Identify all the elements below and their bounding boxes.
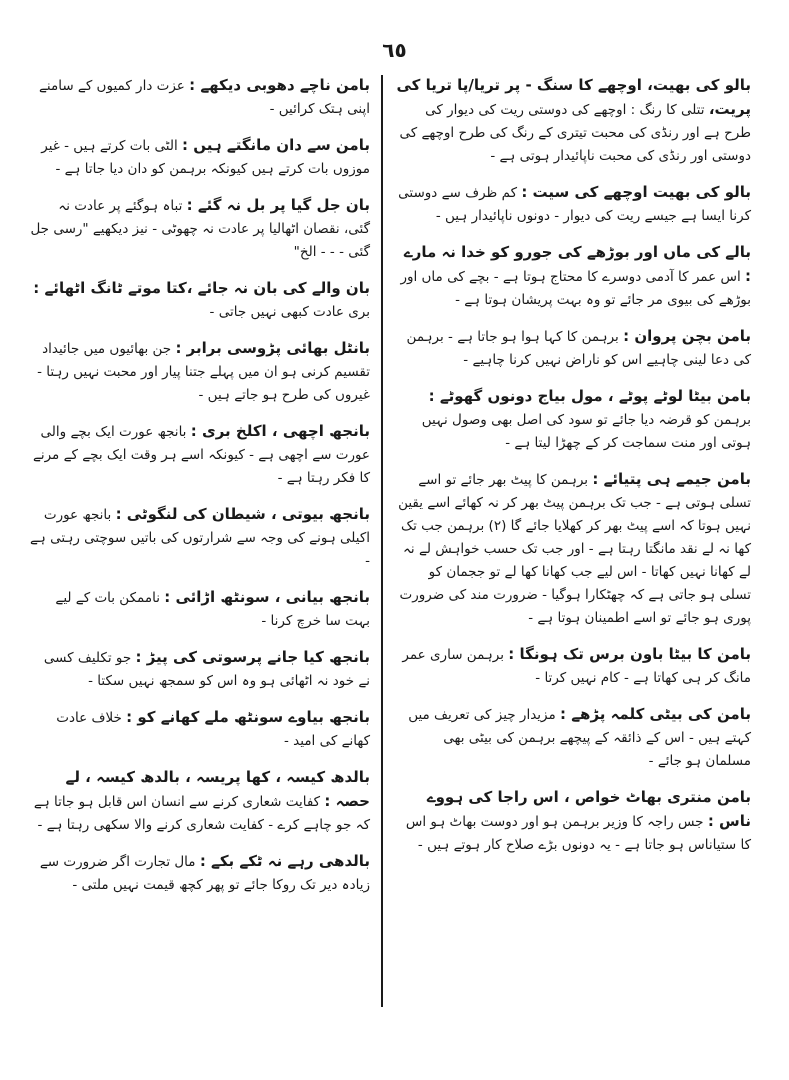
proverb-entry xyxy=(30,277,370,324)
proverb-entry xyxy=(30,420,370,490)
proverb-meaning: برہمن ساری عمر مانگ کر ہی کھاتا ہے - کام نہیں کرتا - xyxy=(402,647,751,686)
proverb-entry xyxy=(395,74,751,168)
page-number: ٦٥ xyxy=(382,38,407,62)
proverb-meaning: بانجھ عورت اکیلی ہونے کی وجہ سے شرارتوں کی باتیں سوچتی رہتی ہے - xyxy=(30,507,370,569)
proverb-heading: بانجھ بیوتی ، شیطان کی لنگوٹی : xyxy=(115,505,370,523)
proverb-entry xyxy=(395,181,751,228)
proverb-meaning: ناممکن بات کے لیے بہت سا خرچ کرنا - xyxy=(55,590,370,629)
proverb-meaning: بانجھ عورت ایک بچے والی عورت سے اچھی ہے - کیونکہ اسے ہر وقت ایک بچے کے مرنے کا فکر رہتا ہے - xyxy=(32,424,370,486)
proverb-heading: بامن جیمے ہی پتیائے : xyxy=(592,470,751,488)
proverb-heading: بالدھ کیسہ ، کھا پریسہ ، بالدھ کیسہ ، لے حصہ : xyxy=(65,768,370,810)
proverb-heading: بامن سے دان مانگتے ہیں : xyxy=(182,136,370,154)
proverb-entry xyxy=(30,337,370,407)
proverb-entry xyxy=(30,646,370,693)
proverb-meaning: جو تکلیف کسی نے خود نہ اٹھائی ہو وہ اس کو سمجھ نہیں سکتا - xyxy=(43,650,370,689)
proverb-meaning: کم ظرف سے دوستی کرنا ایسا ہے جیسے ریت کی دیوار - دونوں ناپائیدار ہیں - xyxy=(398,185,751,224)
proverb-heading: بامن کا بیٹا باون برس تک ہونگا : xyxy=(508,645,751,663)
proverb-meaning: تتلی کا رنگ : اوچھے کی دوستی ریت کی دیوار کی طرح ہے اور رنڈی کی محبت تیتری کے رنگ کی طرح اوچھے کی دوستی اور رنڈی کی محبت ناپائیدار ہوتی ہے - xyxy=(399,102,751,164)
proverb-meaning: عزت دار کمیوں کے سامنے اپنی ہتک کرائیں - xyxy=(39,78,370,117)
proverb-meaning: برہمن کا کہا ہوا ہو جاتا ہے - برہمن کی دعا لینی چاہیے اس کو ناراض نہیں کرنا چاہیے - xyxy=(406,329,751,368)
proverb-heading: بامن بچن پروان : xyxy=(623,327,751,345)
proverb-entry xyxy=(395,241,751,312)
proverb-meaning: بری عادت کبھی نہیں جاتی - xyxy=(209,304,370,320)
left-column xyxy=(30,74,370,910)
column-divider xyxy=(381,75,383,1007)
proverb-entry xyxy=(395,325,751,372)
proverb-meaning: جن بھائیوں میں جائیداد تقسیم کرنی ہو ان میں پہلے جتنا پیار اور محبت نہیں رہتا - غیروں کی طرح ہو جاتے ہیں - xyxy=(37,341,370,403)
proverb-entry xyxy=(395,786,751,857)
proverb-entry xyxy=(30,850,370,897)
proverb-meaning: کفایت شعاری کرنے سے انسان اس قابل ہو جاتا ہے کہ جو چاہے کرے - کفایت شعاری کرنے والا سکھی رہتا ہے - xyxy=(33,794,370,833)
proverb-meaning: برہمن کا پیٹ بھر جائے تو اسے تسلی ہوتی ہے - جب تک برہمن پیٹ بھر کر نہ کھائے اسے یقین نہیں ہوتا کہ اسے پیٹ بھر کر کھلایا جائے گا (۲) برہمن جب تک کھا نہ لے نقد مانگتا رہتا ہے - اور جب تک حسب خواہش لے نہ لے کھانا نہیں کھاتا - اس لیے جب کھانا کھا لے تو ججمان کو تسلی ہو جاتی ہے کہ چھٹکارا ہوگیا - ضرورت مند کی ضرورت پوری ہو جائے تو اسے اطمینان ہوتا ہے - xyxy=(398,472,751,626)
proverb-entry xyxy=(30,134,370,181)
proverb-heading: بامن بیٹا لوٹے پوٹے ، مول بیاج دونوں گھوٹے : xyxy=(428,387,751,405)
proverb-entry xyxy=(30,586,370,633)
proverb-entry xyxy=(395,468,751,630)
proverb-heading: بامن ناچے دھوبی دیکھے : xyxy=(189,76,370,94)
proverb-entry xyxy=(30,194,370,264)
proverb-heading: بان والے کی بان نہ جائے ،کتا موتے ٹانگ اٹھائے : xyxy=(33,279,370,297)
proverb-heading: بانٹل بھائی پڑوسی برابر : xyxy=(175,339,370,357)
proverb-meaning: الٹی بات کرتے ہیں - غیر موزوں بات کرتے ہیں کیونکہ برہمن کو دان دیا جاتا ہے - xyxy=(41,138,370,177)
proverb-meaning: جس راجہ کا وزیر برہمن ہو اور دوست بھاٹ ہو اس کا ستیاناس ہو جاتا ہے - یہ دونوں بڑے صلاح کار ہوتے ہیں - xyxy=(405,814,751,853)
proverb-heading: بالدھی رہے نہ ٹکے بکے : xyxy=(199,852,370,870)
proverb-meaning: مال تجارت اگر ضرورت سے زیادہ دیر تک روکا جائے تو پھر کچھ قیمت نہیں ملتی - xyxy=(39,854,370,893)
proverb-meaning: مزیدار چیز کی تعریف میں کہتے ہیں - اس کے ذائقہ کے پیچھے برہمن کی بیٹی بھی مسلمان ہو جائے - xyxy=(408,707,751,769)
proverb-entry xyxy=(395,703,751,773)
proverb-entry xyxy=(395,643,751,690)
right-column xyxy=(395,74,751,870)
proverb-entry xyxy=(30,503,370,573)
proverb-meaning: تباہ ہوگئے پر عادت نہ گئی، نقصان اٹھالیا پر عادت نہ چھوٹی - نیز دیکھیے "رسی جل گئی - - - الخ" xyxy=(30,198,370,260)
proverb-heading: بالے کی ماں اور بوڑھے کی جورو کو خدا نہ مارے : xyxy=(403,243,751,285)
proverb-entry xyxy=(30,74,370,121)
proverb-entry xyxy=(30,766,370,837)
proverb-heading: بانجھ بیاوے سونٹھ ملے کھانے کو : xyxy=(126,708,370,726)
proverb-entry xyxy=(395,385,751,455)
proverb-heading: بامن کی بیٹی کلمہ پڑھے : xyxy=(560,705,751,723)
proverb-heading: بانجھ کیا جانے پرسوتی کی پیڑ : xyxy=(135,648,370,666)
proverb-heading: بالو کی بھیت، اوچھے کا سنگ - پر تریا/پا تریا کی پریت، xyxy=(396,76,751,118)
proverb-entry xyxy=(30,706,370,753)
proverb-meaning: برہمن کو قرضہ دیا جائے تو سود کی اصل بھی وصول نہیں ہوتی اور منت سماجت کر کے چھڑا لیتا ہے - xyxy=(421,412,751,451)
proverb-heading: بانجھ اچھی ، اکلخ بری : xyxy=(190,422,370,440)
proverb-meaning: اس عمر کا آدمی دوسرے کا محتاج ہوتا ہے - بچے کی ماں اور بوڑھے کی بیوی مر جائے تو وہ بہت پریشان ہوتا ہے - xyxy=(400,269,751,308)
proverb-heading: بانجھ بیانی ، سونٹھ اڑائی : xyxy=(164,588,370,606)
proverb-heading: بان جل گیا پر بل نہ گئے : xyxy=(186,196,370,214)
proverb-heading: بامن منتری بھاٹ خواص ، اس راجا کی ہووے ناس : xyxy=(426,788,751,830)
proverb-heading: بالو کی بھیت اوچھے کی سیت : xyxy=(521,183,751,201)
proverb-meaning: خلاف عادت کھانے کی امید - xyxy=(56,710,370,749)
